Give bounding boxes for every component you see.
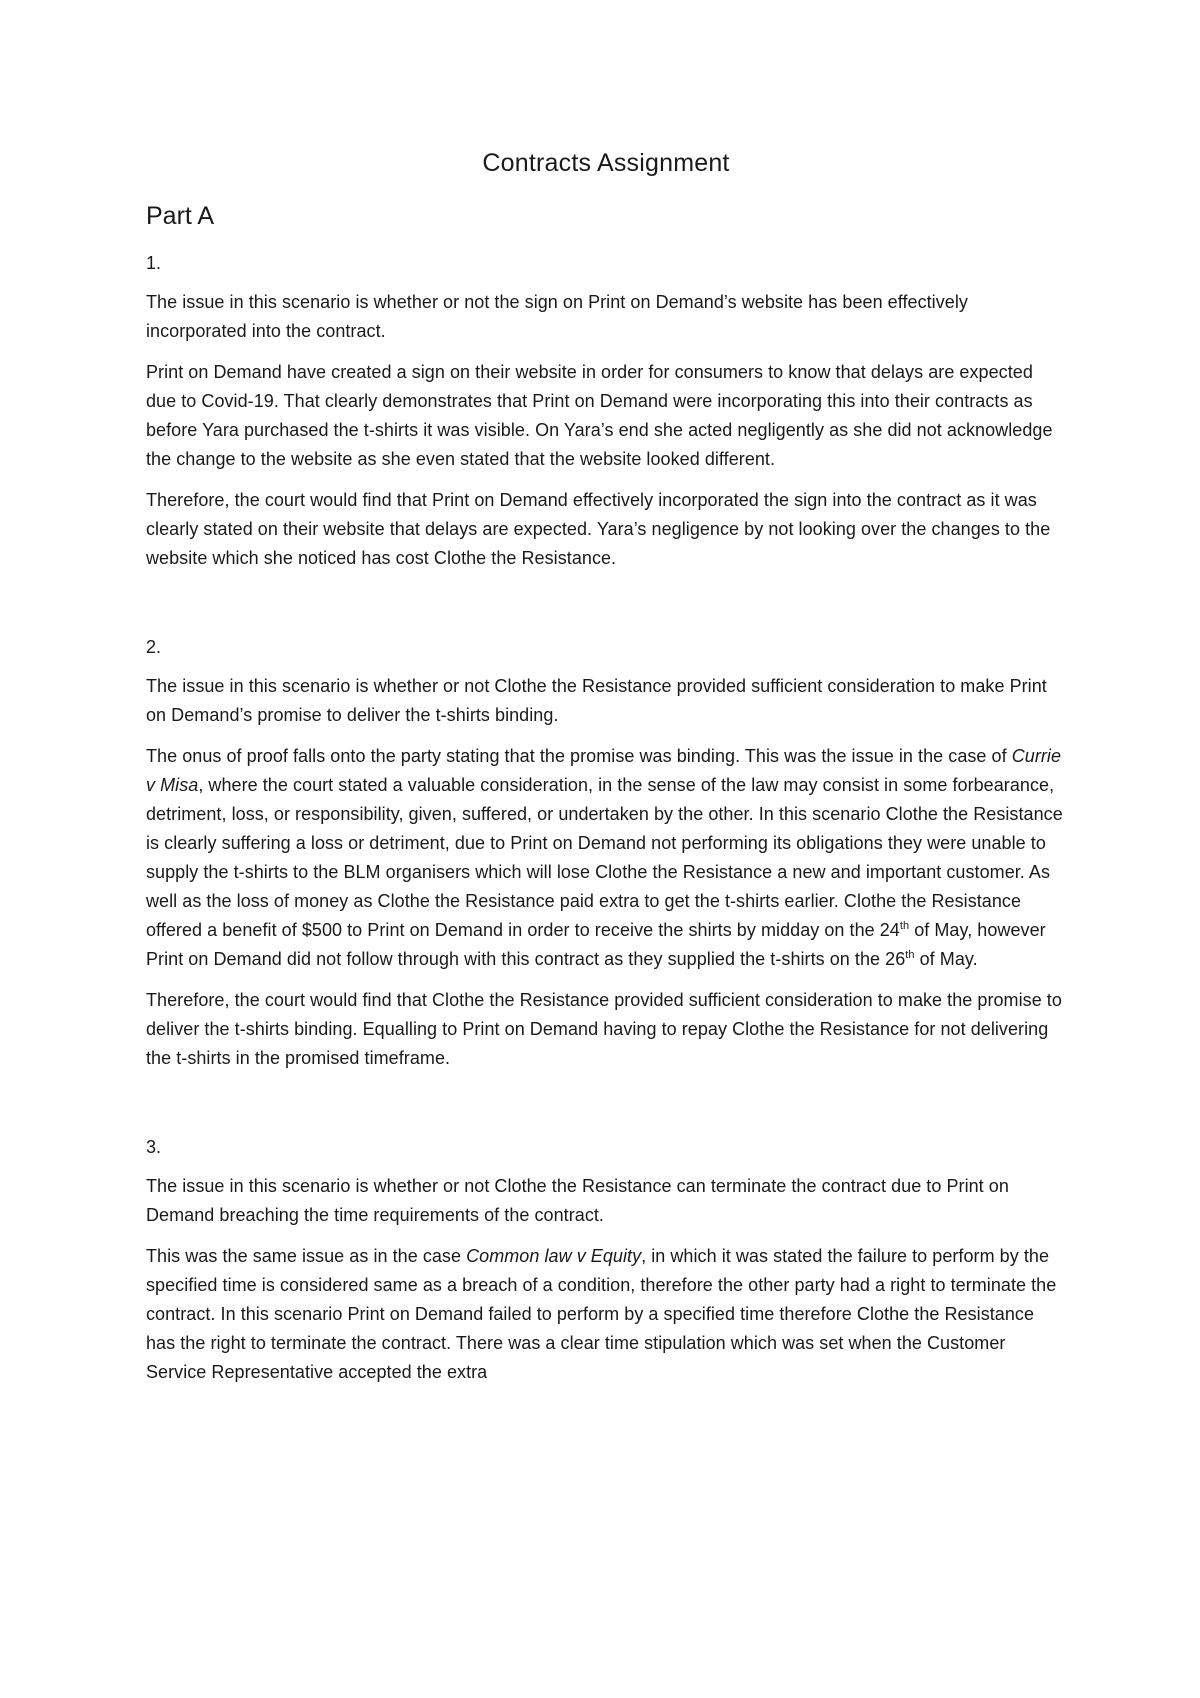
ordinal-suffix: th — [905, 949, 915, 961]
paragraph: Print on Demand have created a sign on their website in order for consumers to know that delays are expected due to Covid-19. That clearly demonstrates that Print on Demand were incorporating this into their contracts as before Yara purchased the t-shirts it was visible. On Yara’s end she acted negligently as she did not acknowledge the change to the website as she even stated that the website looked different. — [146, 362, 1053, 469]
spacer — [146, 585, 1066, 633]
paragraph: The issue in this scenario is whether or not the sign on Print on Demand’s website has been effectively incorporated into the contract. — [146, 292, 968, 341]
text-run: This was the same issue as in the case — [146, 1246, 467, 1266]
case-name: Common law v Equity — [466, 1246, 642, 1266]
paragraph: Therefore, the court would find that Print on Demand effectively incorporated the sign into the contract as it was clearly stated on their website that delays are expected. Yara’s negligence by not looking over the changes to the website which she noticed has cost Clothe the Resistance. — [146, 490, 1051, 568]
part-heading: Part A — [146, 202, 215, 230]
section-number: 1. — [146, 253, 162, 273]
ordinal-suffix: th — [899, 920, 910, 932]
section-2 — [146, 633, 1066, 1073]
paragraph — [146, 742, 1066, 974]
document-title: Contracts Assignment — [482, 149, 730, 177]
paragraph — [146, 1242, 1066, 1387]
document-body — [146, 148, 1066, 1399]
case-name: Currie v Misa — [146, 746, 1062, 795]
section-number: 3. — [146, 1137, 162, 1157]
text-run: , in which it was stated the failure to perform by the specified time is considered same as a breach of a condition, therefore the other party had a right to terminate the contract. In this scenario Print on Demand failed to perform by a specified time therefore Clothe the Resistance has the right to terminate the contract. There was a clear time stipulation which was set when the Customer Service Representative accepted the extra — [146, 1246, 1057, 1382]
text-run: The onus of proof falls onto the party stating that the promise was binding. This was the issue in the case of — [146, 746, 1012, 766]
text-run: of May, however Print on Demand did not follow through with this contract as they supplied the t-shirts on the 26 — [146, 920, 1046, 969]
section-3 — [146, 1133, 1066, 1387]
text-run: of May. — [914, 949, 978, 969]
spacer — [146, 1085, 1066, 1133]
text-run: , where the court stated a valuable consideration, in the sense of the law may consist in some forbearance, detriment, loss, or responsibility, given, suffered, or undertaken by the other. In this scenario Clothe the Resistance is clearly suffering a loss or detriment, due to Print on Demand not performing its obligations they were unable to supply the t-shirts to the BLM organisers which will lose Clothe the Resistance a new and important customer. As well as the loss of money as Clothe the Resistance paid extra to get the t-shirts earlier. Clothe the Resistance offered a benefit of $500 to Print on Demand in order to receive the shirts by midday on the 24 — [146, 775, 1063, 940]
section-1 — [146, 249, 1066, 573]
paragraph: Therefore, the court would find that Clothe the Resistance provided sufficient consideration to make the promise to deliver the t-shirts binding. Equalling to Print on Demand having to repay Clothe the Resistance for not delivering the t-shirts in the promised timeframe. — [146, 990, 1062, 1068]
paragraph: The issue in this scenario is whether or not Clothe the Resistance provided sufficient consideration to make Print on Demand’s promise to deliver the t-shirts binding. — [146, 676, 1047, 725]
paragraph: The issue in this scenario is whether or not Clothe the Resistance can terminate the contract due to Print on Demand breaching the time requirements of the contract. — [146, 1176, 1009, 1225]
section-number: 2. — [146, 637, 162, 657]
